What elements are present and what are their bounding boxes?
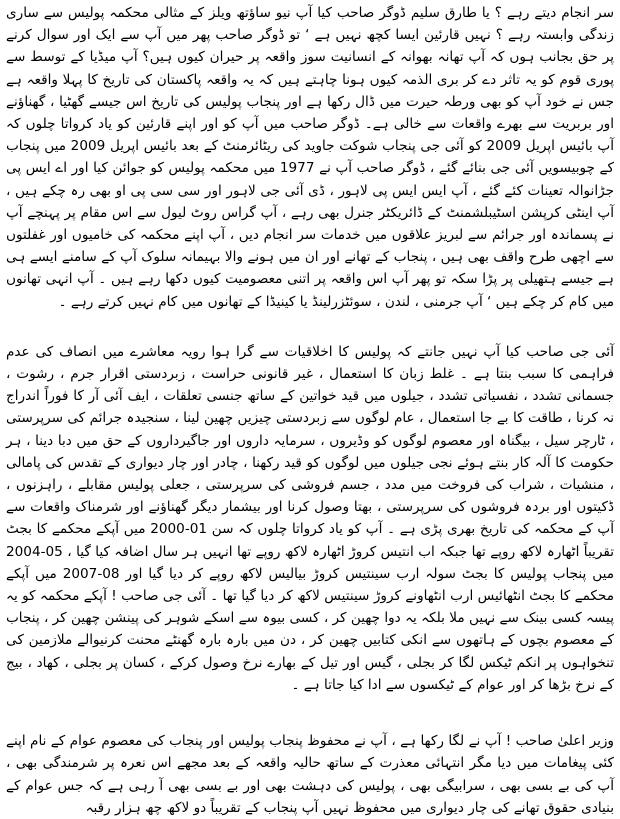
paragraph-1: سر انجام دیتے رہے ؟ یا طارق سلیم ڈوگر صاحب کیا آپ نیو ساؤتھ ویلز کے مثالی محکمہ پولیس سے ساری زندگی وابستہ رہے ؟ نہیں قارئین ایسا کچھ نہیں ہے ‘ تو ڈوگر صاحب پھر میں آپ سے ایک اور سوال کرنے پر حق بجانب ہوں کہ آپ تھانہ بھوانہ کے انسانیت سوز واقعہ پر حیران کیوں ہیں؟ آپ میڈیا کے توسط سے پوری قوم کو یہ تاثر دے کر بری الذمہ کیوں ہونا چاہتے ہیں کہ یہ واقعہ پاکستان کی تاریخ کا پہلا واقعہ ہے جس نے خود آپ کو بھی ورطہ حیرت میں ڈال رکھا ہے اور پنجاب پولیس کی تاریخ اس جیسے گھٹیا ، گھناؤنے اور بربریت سے بھرے واقعات سے خالی ہے۔ ڈوگر صاحب میں آپ کو اور اپنے قارئین کو یاد کرواتا چلوں کہ آپ بائیس اپریل 2009 کو آئی جی پنجاب شوکت جاوید کی ریٹائرمنٹ کے بعد بائیس اپریل 2009 میں پنجاب کے چوبیسویں آئی جی بنائے گئے ، ڈوگر صاحب آپ نے 1977 میں محکمہ پولیس کو جوائن کیا اور اے ایس پی جڑانوالہ تعینات کئے گئے ، آپ ایس ایس پی لاہور ، ڈی آئی جی لاہور اور سی سی پی او بھی رہ چکے ہیں ، آپ اینٹی کرپشن اسٹیبلشمنٹ کے ڈائریکٹر جنرل بھی رہے ، آپ گراس روٹ لیول سے اس مقام پر پہنچے آپ نے پسماندہ اور جرائم سے لبریز علاقوں میں خدمات سر انجام دیں ، آپ اپنے محکمہ کی خامیوں اور غفلتوں سے اچھی طرح واقف بھی ہیں ، پنجاب کے تھانے اور ان میں ہونے والا بہیمانہ سلوک آپ کے سامنے ایسے ہی ہے جیسے ہتھیلی پر پڑا سکہ تو پھر آپ اس واقعہ پر اتنی معصومیت کیوں دکھا رہے ہیں ۔ آپ انہی تھانوں میں کام کر چکے ہیں ‘ آپ جرمنی ، لندن ، سوئٹزرلینڈ یا کینیڈا کے تھانوں میں کام نہیں کرتے رہے ۔	[6, 5, 614, 310]
article-body	[6, 0, 615, 816]
paragraph-2: آئی جی صاحب کیا آپ نہیں جانتے کہ پولیس کا اخلاقیات سے گرا ہوا رویہ معاشرے میں انصاف کی عدم فراہمی کا سبب بنتا ہے ۔ غلط زبان کا استعمال ، غیر قانونی حراست ، زبردستی اقرار جرم ، رشوت ، جسمانی تشدد ، نفسیاتی تشدد ، جیلوں میں قید خواتین کے ساتھ جنسی تعلقات ، ایف آئی آر کا فوراً اندراج نہ کرنا ، طاقت کا بے جا استعمال ، عام لوگوں سے زبردستی چیزیں چھین لینا ، سنجیدہ جرائم کی سرپرستی ، ٹارچر سیل ، بیگناہ اور معصوم لوگوں کو وڈیروں ، سرمایہ داروں اور جاگیرداروں کے حق میں دبا دینا ، ہر حکومت کا آلہ کار بنتے ہوئے نجی جیلوں میں لوگوں کو قید رکھنا ، چادر اور چار دیواری کے تقدس کی پامالی ، منشیات ، شراب کی فروخت میں مدد ، جسم فروشی کی سرپرستی ، جعلی پولیس مقابلے ، راہزنوں ، ڈکیتوں اور بردہ فروشوں کی سرپرستی ، بھتا وصول کرنا اور بیشمار دیگر گھناؤنے اور شرمناک واقعات سے آپ کے محکمہ کی تاریخ بھری پڑی ہے ۔ آپ کو یاد کرواتا چلوں کہ سن 01-2000 میں آپکے محکمے کا بجٹ تقریباً اٹھارہ لاکھ روپے تھا جبکہ اب انتیس کروڑ اٹھارہ لاکھ روپے تھا انہیں ہر سال اضافہ کیا گیا ، 05-2004 میں پنجاب پولیس کا بجٹ سولہ ارب سینتیس کروڑ بیالیس لاکھ روپے کر دیا گیا اور 08-2007 میں آپکے محکمے کا بجٹ انٹھائیس ارب انٹھاونے کروڑ سینتیس لاکھ کر دیا گیا تھا ۔ آئی جی صاحب ! آپکے محکمہ کو یہ پیسہ کسی بینک سے نہیں ملا بلکہ یہ دوا چھین کر ، کسی بیوہ سے اسکے شوہر کی پینشن چھین کر ، پنجاب کے معصوم بچوں کے ہاتھوں سے انکی کتابیں چھین کر ، دن میں بارہ بارہ گھنٹے محنت کرنیوالے ملازمین کی تنخواہوں پر انکم ٹیکس لگا کر بجلی ، گیس اور تیل کے بھارے نرخ وصول کرکے ، کسان پر بجلی ، کھاد ، بیج کے نرخ بڑھا کر اور عوام کے ٹیکسوں سے ادا کیا جاتا ہے ۔	[6, 343, 615, 693]
paragraph-3: وزیر اعلیٰ صاحب ! آپ نے لگا رکھا ہے ، آپ نے محفوظ پنجاب پولیس اور پنجاب کی معصوم عوام کے نام اپنے کئی پیغامات میں دیا مگر انتہائی معذرت کے ساتھ حالیہ واقعہ کے بعد مجھے اس نعرہ پر شرمندگی بھی ، آپ کی بے بسی بھی ، سرابیگی بھی ، پولیس کی دہشت بھی اور بے بسی بھی آ رہی ہے کہ جس عوام کے بنیادی حقوق تھانے کی چار دیواری میں محفوظ نہیں آپ پنجاب کے تقریباً دو لاکھ چھ ہزار رقبہ	[6, 733, 614, 816]
